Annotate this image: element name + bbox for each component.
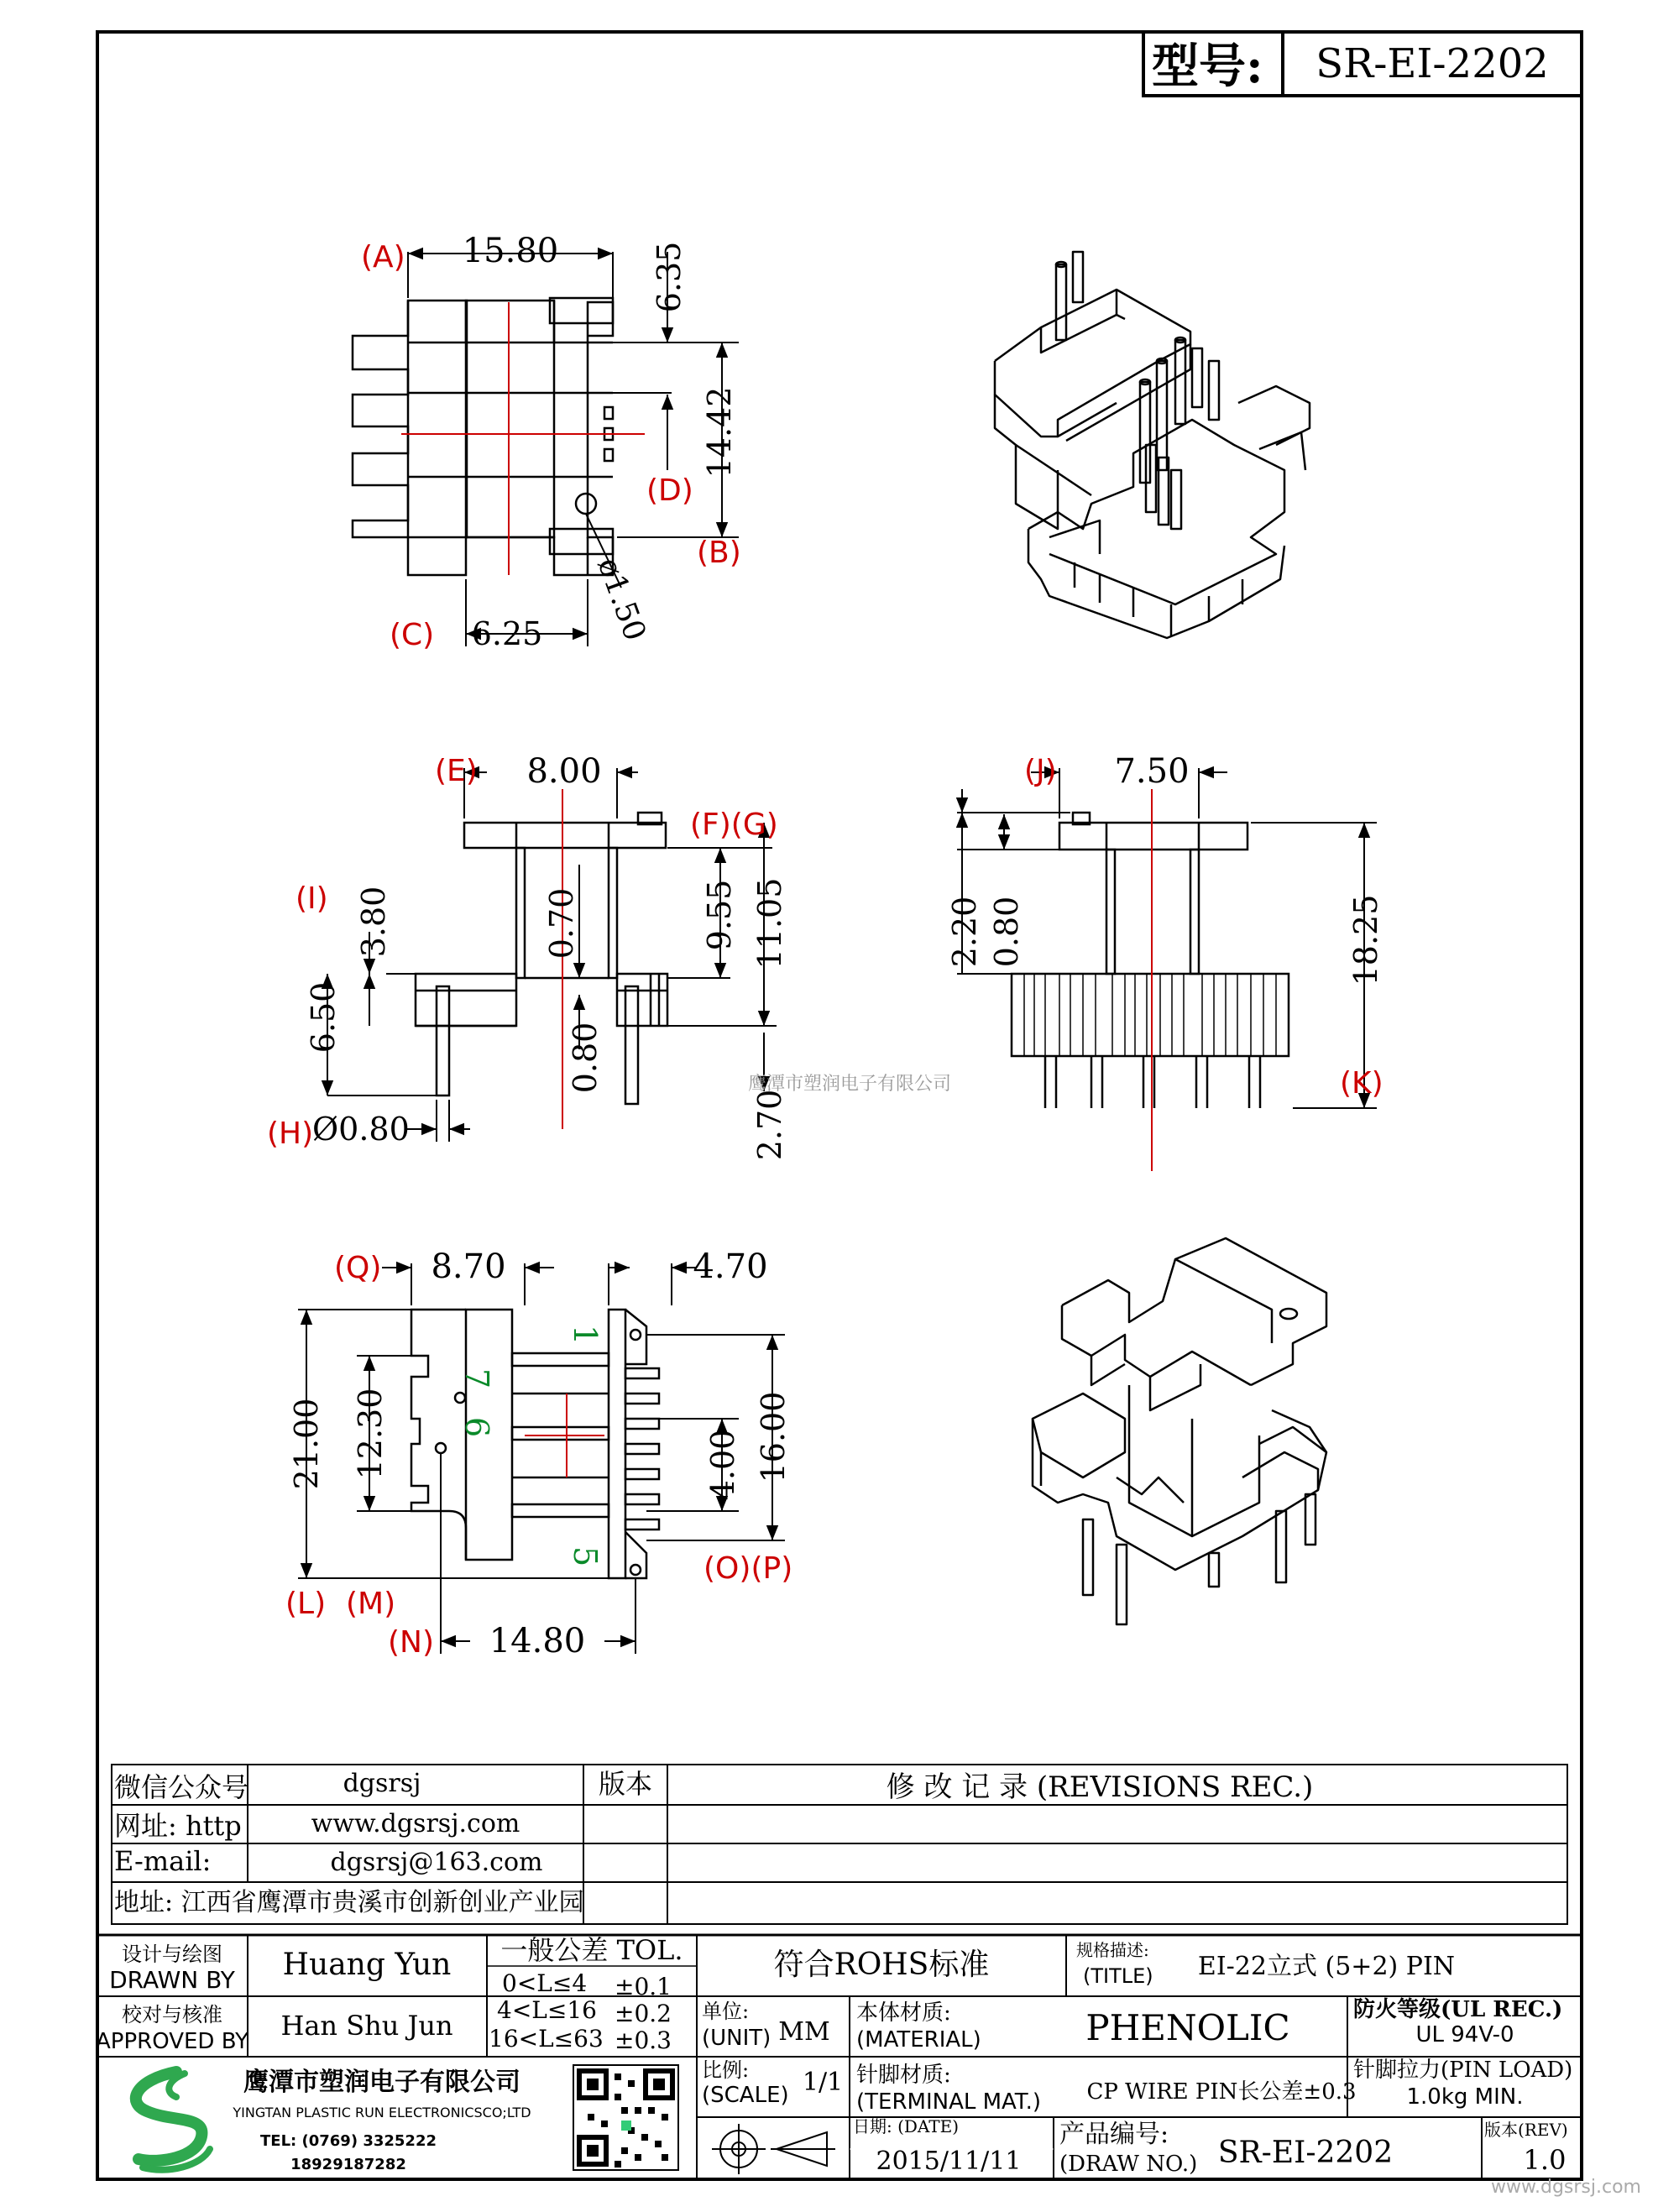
- dim-16-00: 16.00: [755, 1391, 792, 1483]
- dim-12-30: 12.30: [352, 1388, 389, 1480]
- label-p: (P): [751, 1551, 793, 1586]
- view-side: [1012, 813, 1289, 1108]
- dim-21-00: 21.00: [288, 1398, 325, 1490]
- address: 地址: 江西省鹰潭市贵溪市创新创业产业园: [114, 1888, 584, 1917]
- model-value: SR-EI-2202: [1315, 40, 1549, 87]
- drawn-en: DRAWN BY: [109, 1966, 235, 1994]
- dim-18-25: 18.25: [1347, 894, 1384, 986]
- label-f: (F): [690, 808, 731, 842]
- company-name-en: YINGTAN PLASTIC RUN ELECTRONICSCO;LTD: [233, 2105, 531, 2120]
- view-bottom: [411, 1310, 659, 1578]
- model-box: [1143, 32, 1582, 96]
- tol-val-2: ±0.2: [615, 2000, 672, 2027]
- revision-title: 修 改 记 录 (REVISIONS REC.): [886, 1770, 1314, 1804]
- dim-9-55: 9.55: [701, 879, 738, 951]
- material-cn: 本体材质:: [856, 2000, 951, 2026]
- company-tel: TEL: (0769) 3325222: [260, 2132, 437, 2150]
- approved-name: Han Shu Jun: [280, 2010, 453, 2042]
- label-a: (A): [361, 240, 405, 275]
- label-l: (L): [285, 1587, 327, 1621]
- projection-symbol: [712, 2124, 835, 2174]
- dim-11-05: 11.05: [751, 877, 788, 970]
- pin-load-value: 1.0kg MIN.: [1406, 2084, 1524, 2110]
- approved-cn: 校对与核准: [122, 2003, 222, 2026]
- pin-6: 6: [458, 1417, 495, 1438]
- label-o-p: [704, 1551, 792, 1586]
- pin-5: 5: [567, 1546, 604, 1567]
- pin-1: 1: [567, 1325, 604, 1346]
- view-top: [353, 298, 613, 575]
- scale-en: (SCALE): [702, 2083, 789, 2108]
- drawno-cn: 产品编号:: [1059, 2120, 1169, 2149]
- label-f-g: [690, 808, 778, 842]
- pin-7: 7: [458, 1368, 495, 1389]
- label-m: (M): [346, 1587, 396, 1621]
- label-h: (H): [267, 1116, 314, 1151]
- label-j: (J): [1024, 754, 1057, 788]
- view-top-dims: [408, 252, 739, 646]
- rev-label: 版本(REV): [1484, 2120, 1568, 2140]
- dim-4-70: 4.70: [693, 1247, 768, 1286]
- web-value: www.dgsrsj.com: [311, 1809, 520, 1838]
- unit-en: (UNIT): [702, 2026, 772, 2051]
- dim-8-70: 8.70: [431, 1247, 506, 1286]
- dim-0-80: 0.80: [567, 1022, 604, 1094]
- iso-view-bottom: [1033, 1238, 1326, 1624]
- scale-cn: 比例:: [702, 2058, 750, 2082]
- dim-2-70: 2.70: [751, 1089, 788, 1161]
- dim-4-00: 4.00: [704, 1429, 741, 1501]
- tol-range-2: 4<L≤16: [497, 1996, 597, 2024]
- spec-label-cn: 规格描述:: [1076, 1940, 1149, 1960]
- web-label: 网址: http: [114, 1810, 242, 1842]
- label-o: (O): [704, 1551, 751, 1586]
- label-c: (C): [390, 618, 435, 652]
- revision-version-label: 版本: [598, 1768, 653, 1800]
- company-mobile: 18929187282: [290, 2156, 406, 2173]
- rev-value: 1.0: [1523, 2144, 1567, 2176]
- dim-3-80: 3.80: [355, 886, 392, 958]
- email-label: E-mail:: [114, 1845, 212, 1877]
- dim-14-80: 14.80: [489, 1622, 586, 1660]
- dim-15-80: 15.80: [462, 232, 559, 270]
- material-en: (MATERIAL): [856, 2027, 981, 2053]
- wechat-value: dgsrsj: [343, 1769, 421, 1798]
- label-i: (I): [296, 881, 328, 916]
- approved-en: APPROVED BY: [95, 2029, 249, 2054]
- model-label: 型号:: [1152, 39, 1263, 94]
- wechat-label: 微信公众号: [114, 1771, 249, 1803]
- pin-load-cn: 针脚拉力(PIN LOAD): [1353, 2058, 1573, 2083]
- fire-value: UL 94V-0: [1415, 2022, 1514, 2047]
- dim-8-00: 8.00: [526, 752, 602, 791]
- label-n: (N): [388, 1625, 435, 1660]
- date-value: 2015/11/11: [876, 2147, 1022, 2176]
- tol-range-1: 0<L≤4: [502, 1969, 588, 1997]
- label-b: (B): [697, 536, 741, 570]
- dim-6-25: 6.25: [471, 615, 543, 652]
- tol-val-1: ±0.1: [615, 1973, 672, 2000]
- view-side-ribs: [1024, 974, 1276, 1056]
- spec-label-en: (TITLE): [1083, 1964, 1153, 1988]
- center-watermark: 鹰潭市塑润电子有限公司: [747, 1074, 952, 1095]
- tol-title: 一般公差 TOL.: [500, 1934, 683, 1966]
- material-value: PHENOLIC: [1085, 2007, 1290, 2048]
- label-k: (K): [1340, 1066, 1383, 1101]
- view-front: [416, 813, 667, 1104]
- unit-value: MM: [778, 2017, 830, 2047]
- email-value: dgsrsj@163.com: [330, 1848, 543, 1877]
- dim-0-80-side: 0.80: [988, 896, 1025, 968]
- date-label: 日期: (DATE): [853, 2116, 960, 2136]
- company-logo: [136, 2072, 210, 2170]
- sheet-border: [97, 32, 1582, 2179]
- dim-0-70: 0.70: [543, 887, 580, 960]
- tol-val-3: ±0.3: [615, 2026, 672, 2054]
- company-name-cn: 鹰潭市塑润电子有限公司: [243, 2068, 520, 2097]
- label-q: (Q): [334, 1251, 382, 1285]
- unit-cn: 单位:: [702, 2000, 750, 2023]
- drawno-en: (DRAW NO.): [1059, 2152, 1198, 2177]
- rohs: 符合ROHS标准: [773, 1948, 990, 1982]
- dim-7-50: 7.50: [1114, 752, 1190, 791]
- qr-code: [573, 2065, 678, 2170]
- dim-hole-1-50: ø1.50: [590, 553, 652, 646]
- drawn-cn: 设计与绘图: [122, 1943, 222, 1966]
- dim-6-50: 6.50: [305, 981, 342, 1054]
- dim-14-42: 14.42: [701, 386, 738, 478]
- dim-6-35: 6.35: [651, 241, 688, 313]
- spec-value: EI-22立式 (5+2) PIN: [1197, 1952, 1456, 1981]
- terminal-cn: 针脚材质:: [856, 2063, 951, 2088]
- terminal-en: (TERMINAL MAT.): [856, 2089, 1042, 2115]
- label-d: (D): [646, 473, 693, 508]
- iso-view-top: [995, 252, 1310, 638]
- scale-value: 1/1: [802, 2068, 844, 2097]
- label-e: (E): [435, 754, 478, 788]
- label-g: (G): [730, 808, 778, 842]
- terminal-value: CP WIRE PIN长公差±0.3: [1086, 2079, 1357, 2105]
- view-bottom-centerlines: [525, 1394, 604, 1477]
- fire-cn: 防火等级(UL REC.): [1353, 1997, 1563, 2022]
- dim-2-20: 2.20: [946, 896, 983, 968]
- drawn-name: Huang Yun: [282, 1948, 452, 1982]
- dim-pin-dia: Ø0.80: [312, 1111, 410, 1148]
- drawno-value: SR-EI-2202: [1217, 2136, 1394, 2170]
- footer-watermark: www.dgsrsj.com: [1491, 2177, 1641, 2198]
- tol-range-3: 16<L≤63: [489, 2025, 604, 2053]
